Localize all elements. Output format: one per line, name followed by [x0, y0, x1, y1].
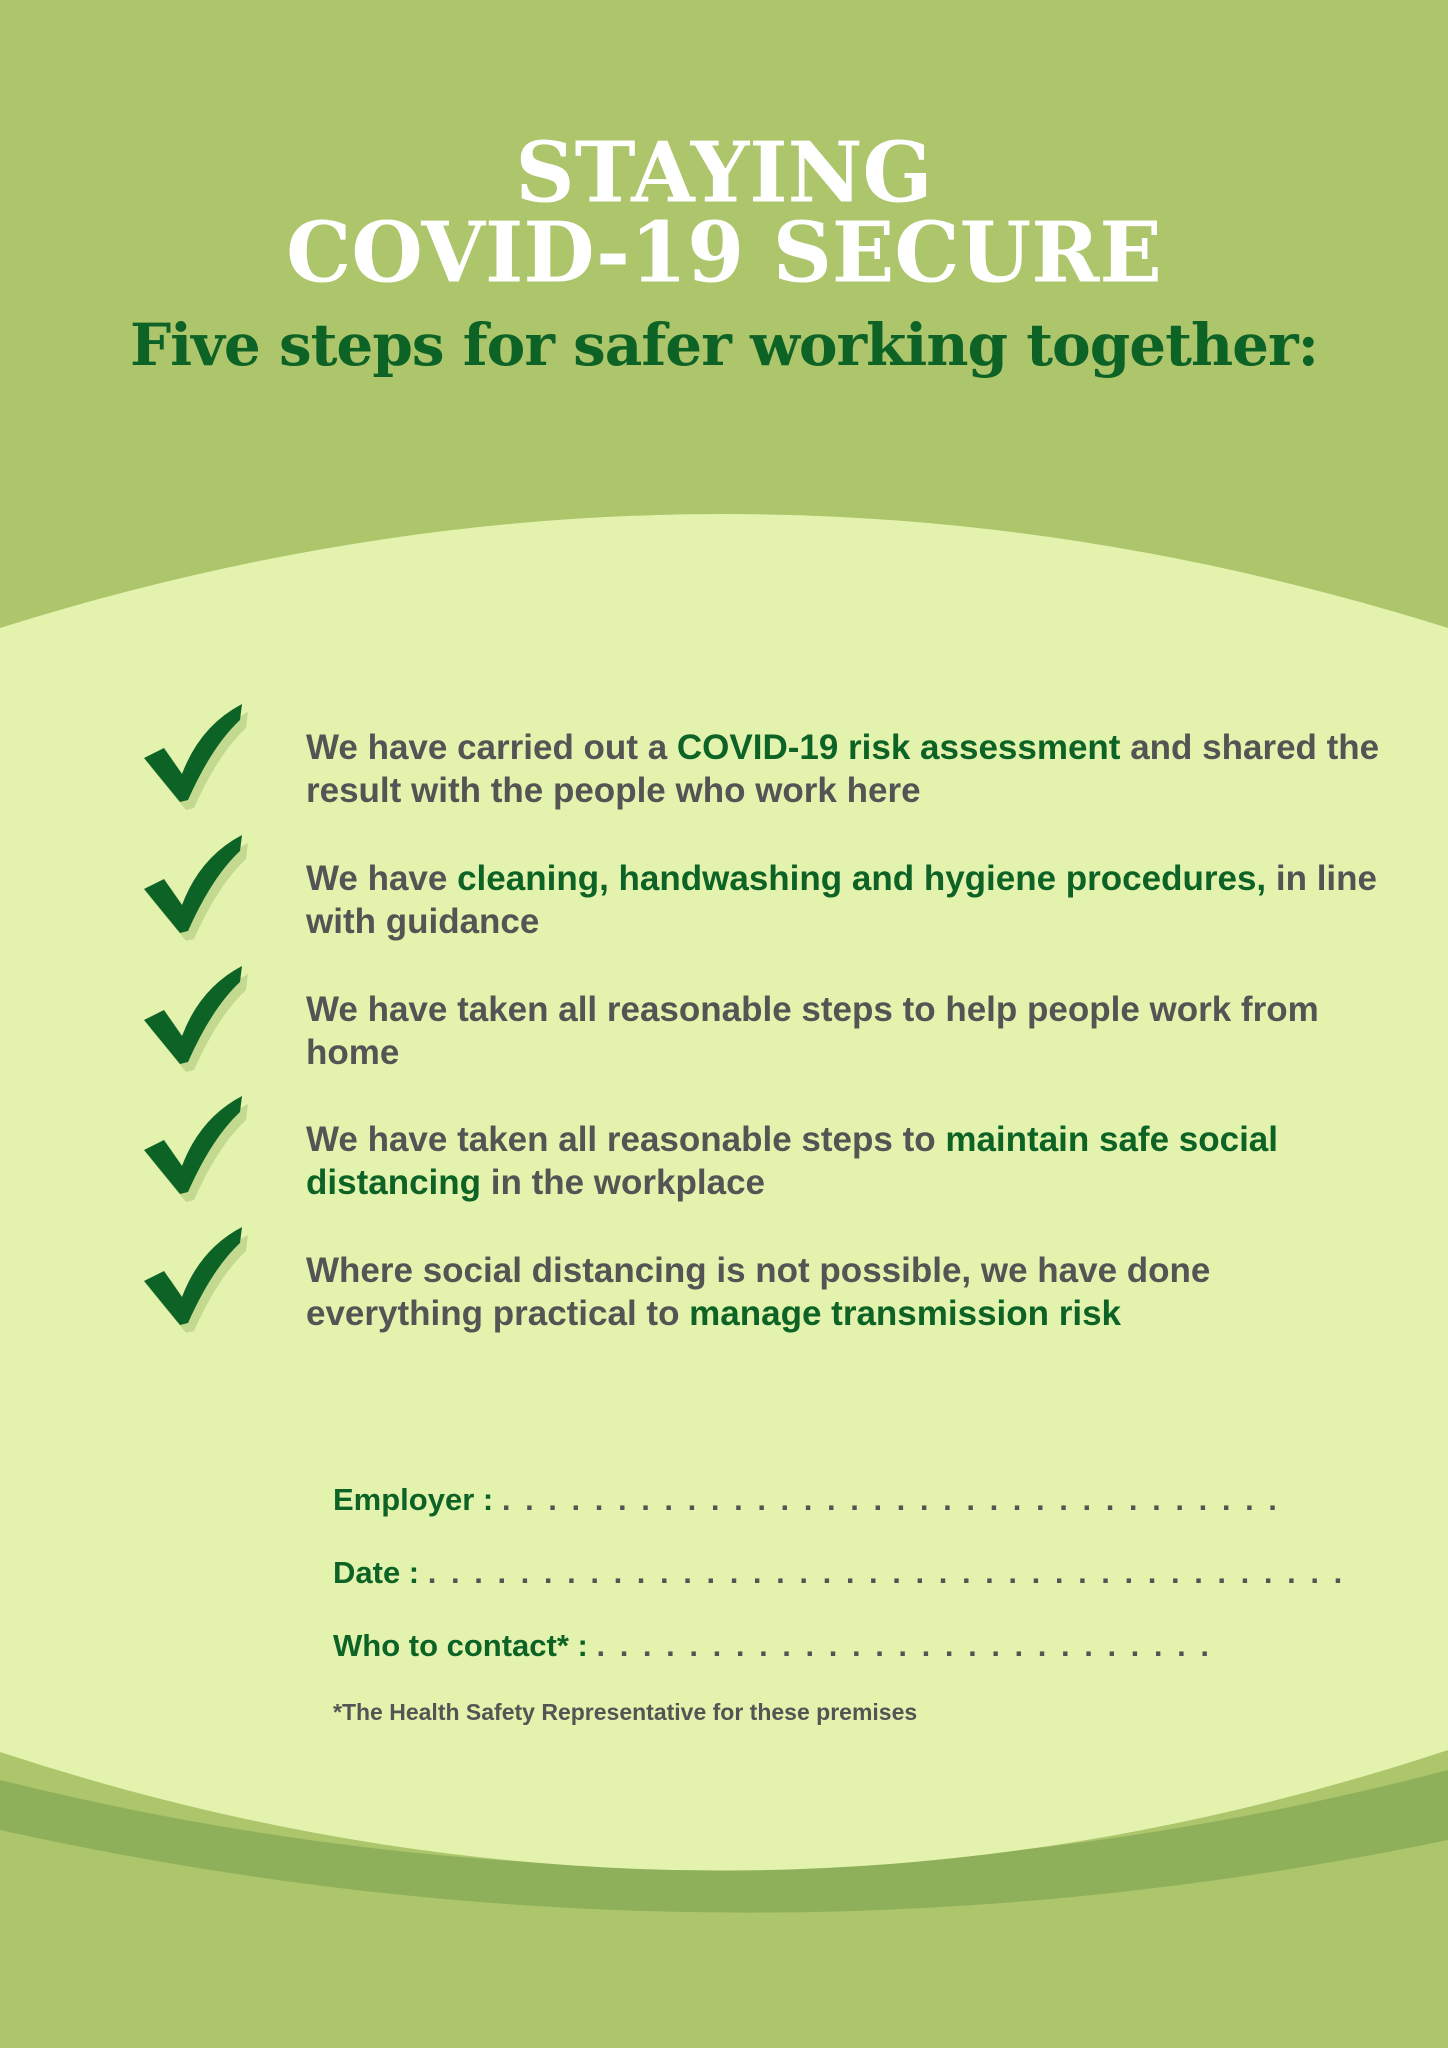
footnote: *The Health Safety Representative for these premises	[333, 1699, 918, 1725]
employer-dots: . . . . . . . . . . . . . . . . . . . . . . . . . . . . . . . . . .	[501, 1482, 1280, 1517]
step-text-part: We have taken all reasonable steps to	[306, 1120, 946, 1159]
title-line-1: STAYING	[515, 124, 933, 222]
employer-field[interactable]	[333, 1480, 1280, 1520]
step-item-5	[0, 1223, 1448, 1343]
step-item-4	[0, 1092, 1448, 1212]
step-text-part: We have taken all reasonable steps to help people work from home	[306, 990, 1319, 1072]
step-text	[306, 988, 1386, 1074]
step-text-part: We have carried out a	[306, 728, 677, 767]
date-field[interactable]	[333, 1553, 1346, 1593]
step-text-highlight: maintain safe social distancing	[306, 1120, 1278, 1202]
step-text-highlight: COVID-19 risk assessment	[676, 728, 1121, 767]
step-text	[306, 1118, 1386, 1204]
contact-field[interactable]	[333, 1626, 1212, 1666]
date-label: Date :	[333, 1555, 420, 1590]
step-text-part: in the workplace	[481, 1163, 765, 1202]
employer-label: Employer :	[333, 1482, 494, 1517]
step-text	[306, 726, 1386, 812]
checkmark-icon	[140, 1223, 250, 1333]
step-text-highlight: manage transmission risk	[689, 1294, 1122, 1333]
checkmark-icon	[140, 700, 250, 810]
step-text-part: Where social distancing is not possible, we have done everything practical to	[306, 1251, 1211, 1333]
contact-dots: . . . . . . . . . . . . . . . . . . . . . . . . . . .	[596, 1628, 1212, 1663]
contact-label: Who to contact* :	[333, 1628, 588, 1663]
subtitle: Five steps for safer working together:	[129, 311, 1319, 379]
step-text	[306, 1249, 1386, 1335]
step-item-1	[0, 700, 1448, 820]
step-item-2	[0, 831, 1448, 951]
checkmark-icon	[140, 962, 250, 1072]
step-item-3	[0, 962, 1448, 1082]
step-text-part: We have	[306, 859, 458, 898]
date-dots: . . . . . . . . . . . . . . . . . . . . . . . . . . . . . . . . . . . . . . . .	[427, 1555, 1346, 1590]
step-text	[306, 857, 1386, 943]
step-text-highlight: cleaning, handwashing and hygiene procedures,	[457, 859, 1267, 898]
checkmark-icon	[140, 831, 250, 941]
step-text-part: in line with guidance	[306, 859, 1378, 941]
checkmark-icon	[140, 1092, 250, 1202]
title-line-2: COVID-19 SECURE	[286, 204, 1162, 302]
step-text-part: and shared the result with the people who work here	[306, 728, 1380, 810]
